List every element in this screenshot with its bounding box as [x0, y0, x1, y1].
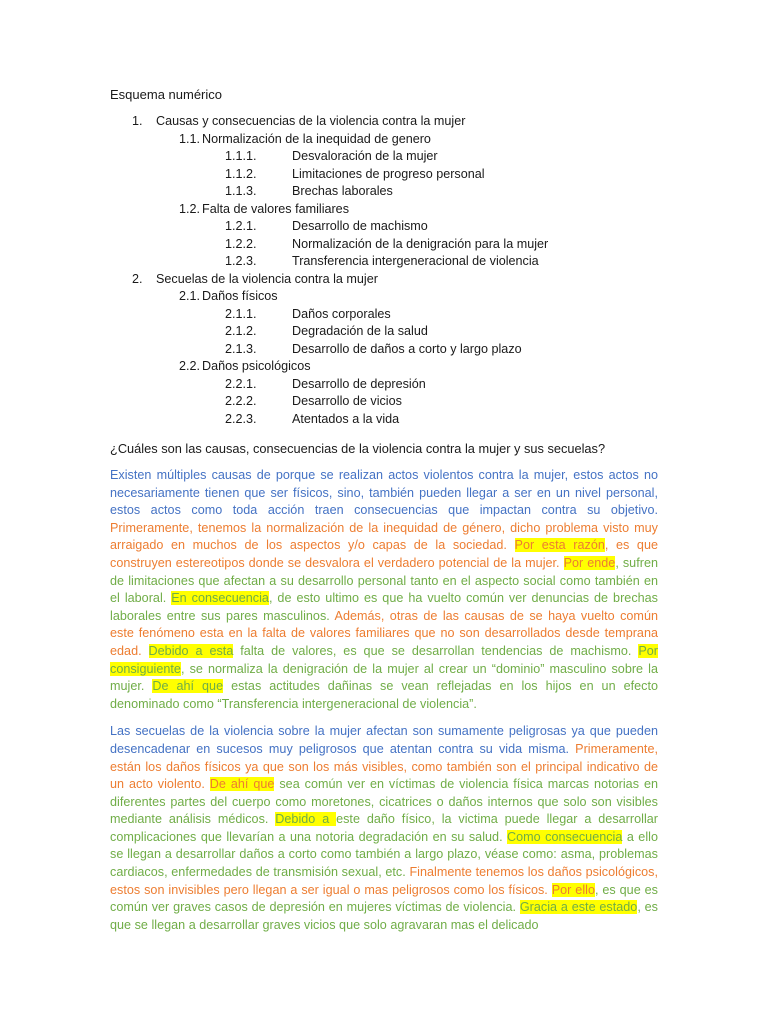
outline-number: 2.2.2. [225, 394, 257, 408]
text-run-green: a ello se llegan a desarrollar daños a corto como también a largo plazo, véase como: asma, problemas cardiacos, enfermedades de transmisión sexual, etc. [110, 829, 658, 880]
outline-number: 1.1.1. [225, 149, 257, 163]
outline-number: 2.1. [179, 289, 201, 303]
outline-number: 2.2.3. [225, 411, 257, 426]
outline-text: Causas y consecuencias de la violencia contra la mujer [156, 114, 466, 128]
highlighted-connector: De ahí que [152, 679, 224, 694]
text-run-blue: Las secuelas de la violencia sobre la mujer afectan son sumamente peligrosas ya que pueden desencadenar en sucesos muy peligrosos que atentan contra su vida misma. [110, 724, 658, 756]
outline-text: Desvaloración de la mujer [292, 149, 438, 163]
paragraph-consequences [110, 723, 658, 934]
highlighted-connector: Por ello [551, 882, 595, 897]
document-page [110, 86, 658, 944]
outline-text: Desarrollo de daños a corto y largo plazo [292, 341, 522, 356]
text-run-orange: Además, otras de las causas de se haya vuelto común este fenómeno esta en la falta de valores familiares que no son desarrollados desde temprana edad. [110, 608, 658, 658]
text-run-green: este daño físico, la victima puede llegar a desarrollar complicaciones que llevarían a una notoria degradación en su salud. [110, 812, 659, 844]
text-run-orange: Finalmente tenemos los daños psicológicos, estos son invisibles pero llegan a ser igual o mas peligrosos como los físicos. [110, 865, 658, 897]
outline-number: 2.2.1. [225, 376, 257, 391]
numbered-outline [110, 113, 658, 428]
outline-number: 1.2.3. [225, 254, 257, 268]
outline-item [110, 131, 658, 149]
text-run-blue: Existen múltiples causas de porque se realizan actos violentos contra la mujer, estos actos no necesariamente tienen que ser físicos, sino, también pueden llegar a ser en un nivel personal, estos actos como toda acción traen consecuencias que impactan contra su objetivo. [110, 468, 658, 518]
outline-number: 1.1.2. [225, 166, 257, 181]
outline-number: 1.2.1. [225, 219, 257, 233]
outline-item [110, 113, 658, 131]
outline-text: Normalización de la denigración para la mujer [292, 236, 549, 251]
outline-item [110, 323, 658, 341]
outline-item [110, 253, 658, 271]
outline-number: 2. [132, 271, 143, 286]
highlighted-connector: En consecuencia [171, 591, 269, 606]
highlighted-connector: Debido a [275, 812, 337, 827]
highlighted-connector: Como consecuencia [507, 829, 623, 844]
text-run-green: , de esto ultimo es que ha vuelto común ver denuncias de brechas laborales entre sus pares masculinos. [110, 591, 658, 623]
outline-item [110, 358, 658, 376]
text-run-green: , es que es común ver graves casos de depresión en mujeres víctimas de violencia. [110, 882, 658, 915]
text-run-green: sea común ver en víctimas de violencia física marcas notorias en diferentes partes del cuerpo como moretones, cicatrices o daños internos que solo son visibles mediante análisis médicos. [110, 777, 658, 827]
outline-item [110, 271, 658, 289]
outline-number: 2.2. [179, 359, 201, 373]
outline-text: Secuelas de la violencia contra la mujer [156, 271, 378, 286]
highlighted-connector: Por esta razón [514, 538, 605, 553]
text-run-orange: Primeramente, tenemos la normalización de la inequidad de género, dicho problema visto muy arraigado en muchos de los aspectos y/o capas de la sociedad. [110, 520, 658, 553]
outline-item [110, 411, 658, 429]
text-run-green: falta de valores, es que se desarrollan tendencias de machismo. [233, 643, 639, 658]
highlighted-connector: Gracia a este estado [519, 900, 638, 915]
text-run-green: , se normaliza la denigración de la mujer al crear un “dominio” masculino sobre la mujer. [110, 661, 658, 694]
outline-number: 2.1.3. [225, 341, 257, 356]
outline-text: Brechas laborales [292, 184, 393, 198]
highlighted-connector: Por ende [563, 555, 616, 570]
outline-item [110, 236, 658, 254]
outline-text: Limitaciones de progreso personal [292, 166, 485, 181]
outline-item [110, 218, 658, 236]
text-run-orange: , es que construyen estereotipos donde se desvalora el verdadero potencial de la mujer. [110, 538, 658, 570]
outline-number: 1.1. [179, 131, 201, 146]
outline-item [110, 201, 658, 219]
outline-number: 2.1.2. [225, 324, 257, 338]
outline-text: Transferencia intergeneracional de violencia [292, 254, 539, 268]
outline-text: Desarrollo de vicios [292, 394, 402, 408]
outline-text: Daños corporales [292, 306, 391, 321]
outline-item [110, 341, 658, 359]
highlighted-connector: De ahí que [209, 777, 275, 792]
outline-text: Degradación de la salud [292, 324, 428, 338]
outline-item [110, 306, 658, 324]
outline-text: Daños físicos [202, 289, 278, 303]
outline-number: 1.2. [179, 201, 201, 216]
outline-item [110, 183, 658, 201]
outline-text: Atentados a la vida [292, 411, 400, 426]
text-run-orange: Primeramente, están los daños físicos ya que son los más visibles, como también son el principal indicativo de un acto violento. [110, 741, 658, 792]
document-title: Esquema numérico [110, 87, 222, 102]
outline-item [110, 288, 658, 306]
question-heading: ¿Cuáles son las causas, consecuencias de la violencia contra la mujer y sus secuelas? [110, 441, 606, 456]
outline-item [110, 376, 658, 394]
paragraph-causes [110, 467, 658, 713]
outline-number: 1. [132, 114, 143, 128]
outline-number: 1.2.2. [225, 236, 257, 251]
text-run-green: estas actitudes dañinas se vean reflejadas en los hijos en un efecto denominado como “Transferencia intergeneracional de violencia”. [110, 679, 658, 711]
outline-text: Desarrollo de depresión [292, 376, 426, 391]
highlighted-connector: Por consiguiente [110, 643, 658, 676]
outline-text: Desarrollo de machismo [292, 219, 428, 233]
text-run-green: , sufren de limitaciones que afectan a su desarrollo personal tanto en el aspecto social como también en el laboral. [110, 555, 658, 606]
outline-text: Falta de valores familiares [202, 201, 349, 216]
outline-item [110, 393, 658, 411]
outline-text: Normalización de la inequidad de genero [202, 131, 431, 146]
outline-item [110, 148, 658, 166]
highlighted-connector: Debido a esta [148, 643, 234, 658]
outline-number: 1.1.3. [225, 184, 257, 198]
outline-item [110, 166, 658, 184]
text-run-green: , es que se llegan a desarrollar graves vicios que solo agravaran mas el delicado [110, 900, 658, 932]
outline-text: Daños psicológicos [202, 359, 311, 373]
outline-number: 2.1.1. [225, 306, 257, 321]
